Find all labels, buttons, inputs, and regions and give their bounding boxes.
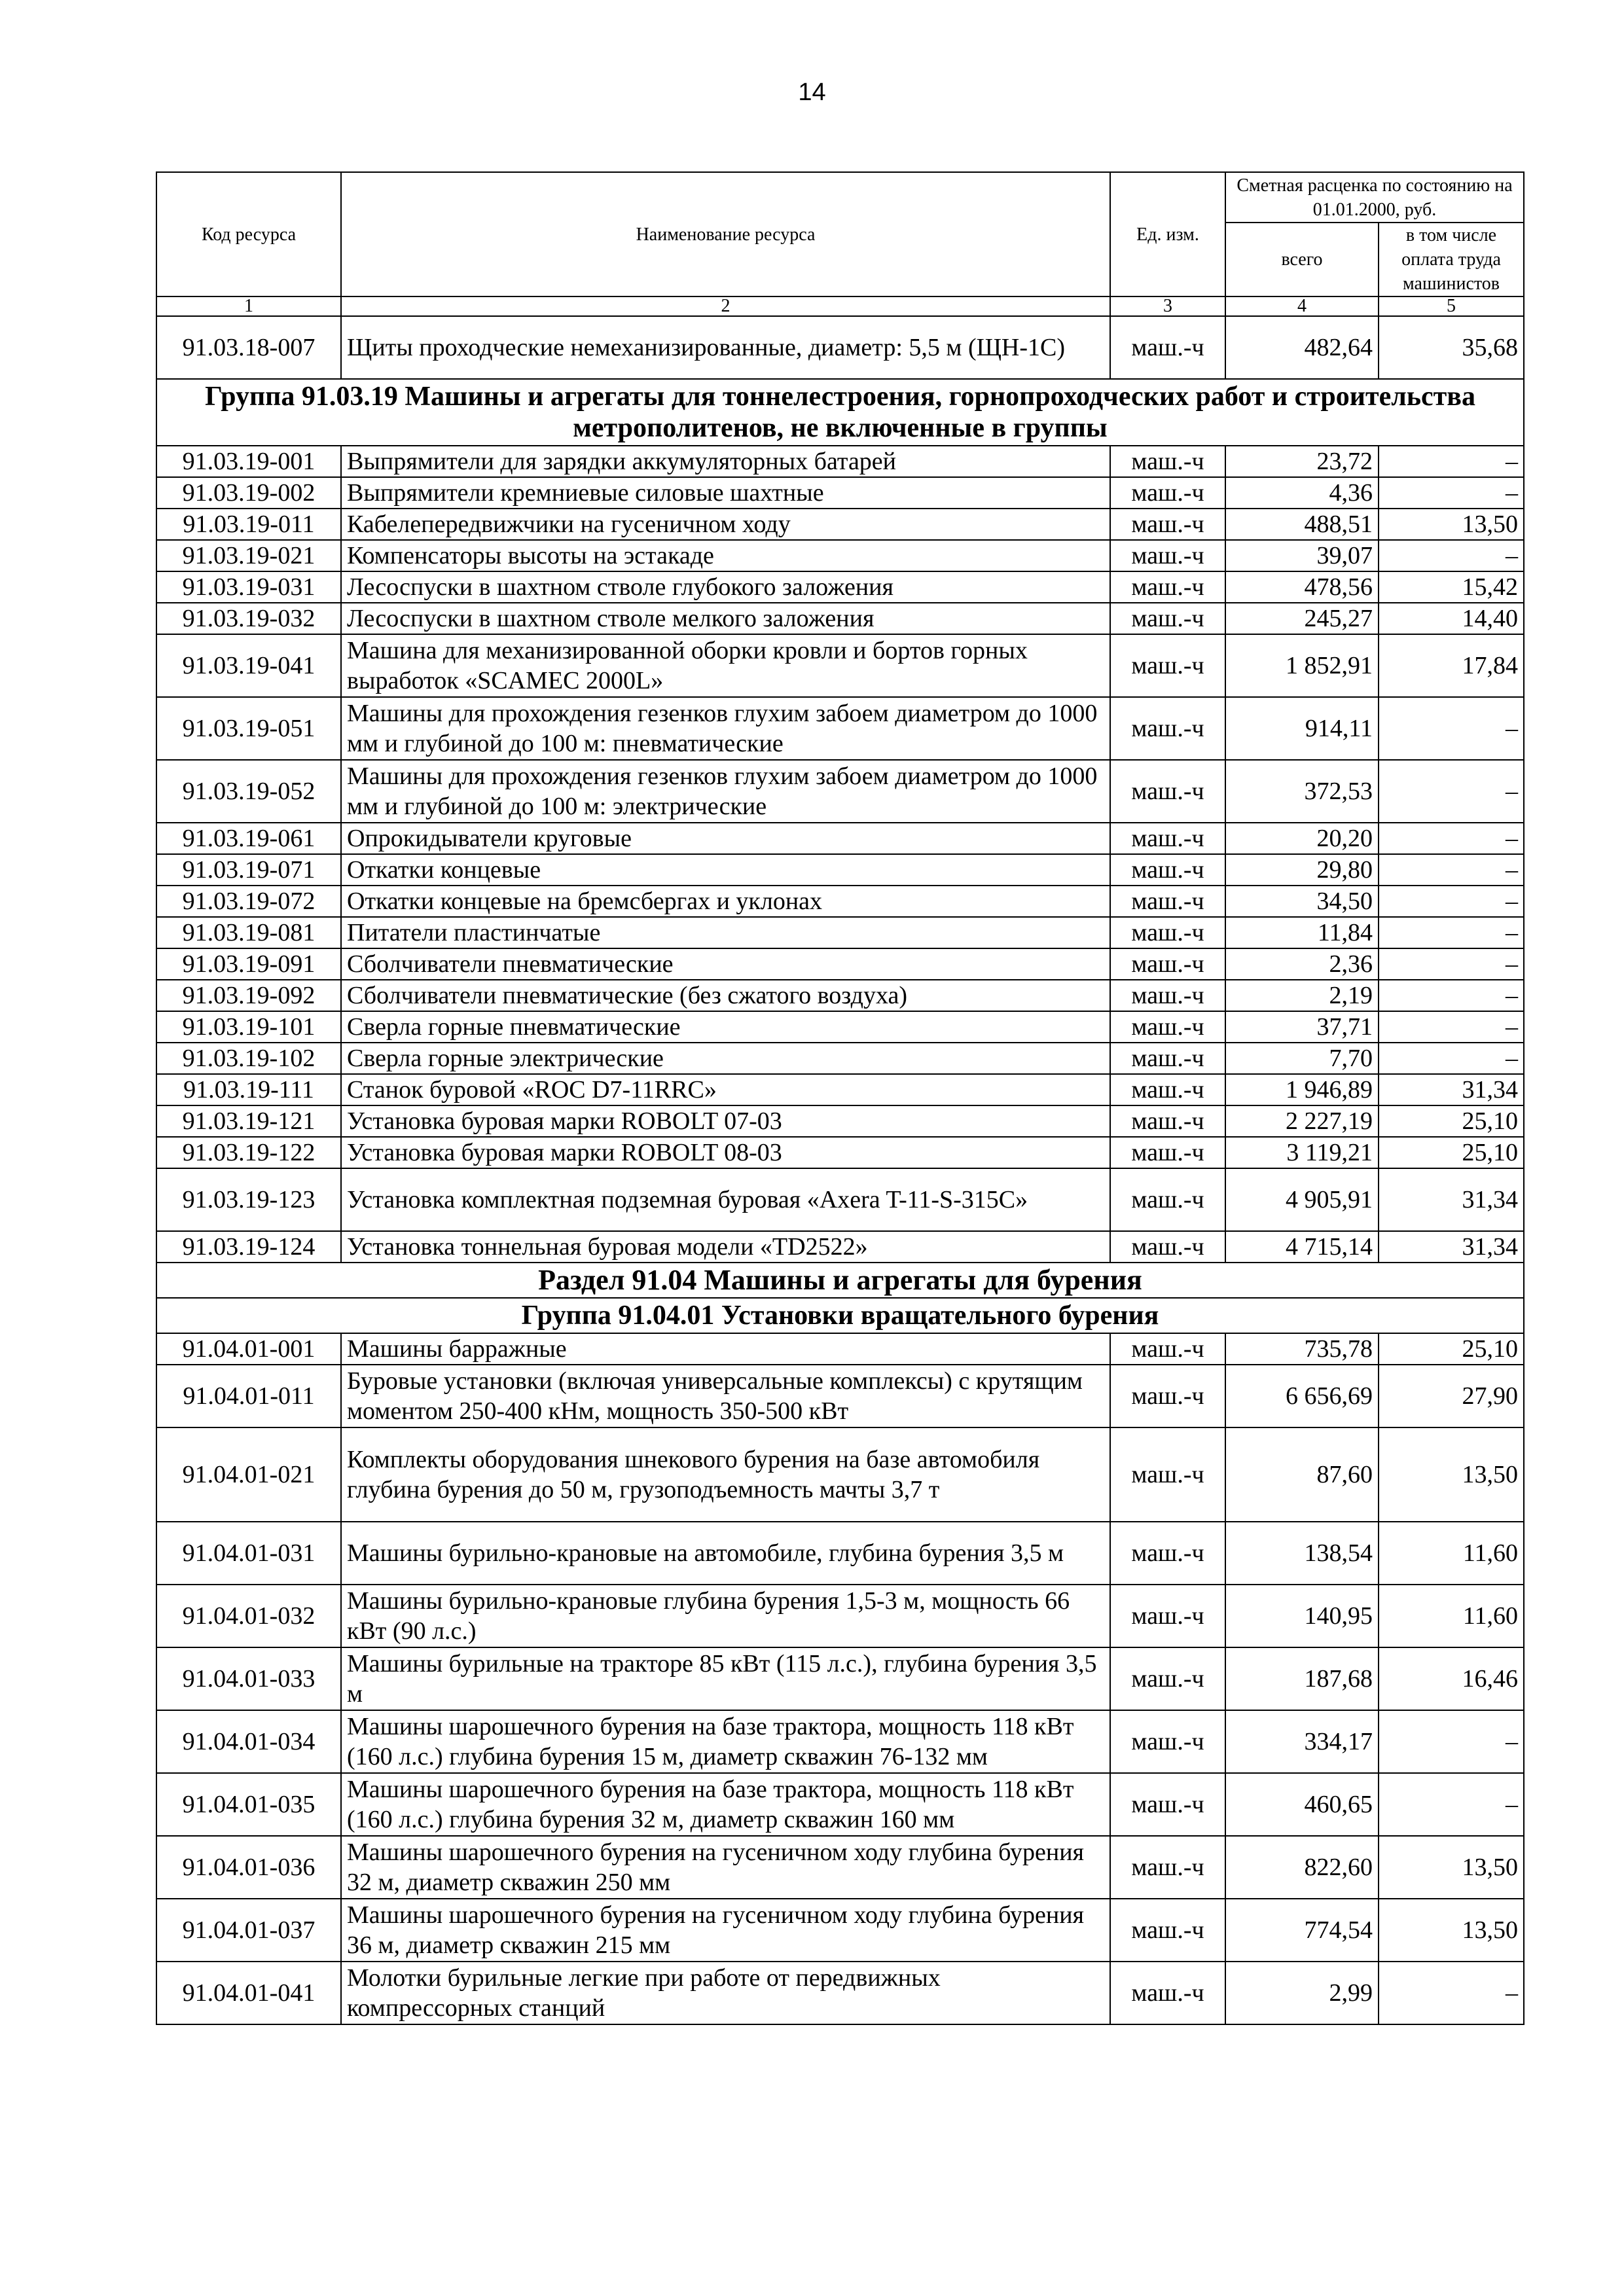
resource-name: Опрокидыватели круговые	[341, 823, 1110, 854]
price-total: 87,60	[1225, 1427, 1379, 1522]
price-wage: 11,60	[1379, 1585, 1524, 1647]
price-wage: 13,50	[1379, 1836, 1524, 1899]
price-wage: –	[1379, 854, 1524, 886]
price-total: 2 227,19	[1225, 1105, 1379, 1137]
table-row	[156, 1647, 1524, 1710]
resource-code: 91.03.19-081	[156, 917, 341, 948]
table-row	[156, 823, 1524, 854]
resource-name: Машины шарошечного бурения на базе трактора, мощность 118 кВт (160 л.с.) глубина бурения 32 м, диаметр скважин 160 мм	[341, 1773, 1110, 1836]
resource-code: 91.04.01-031	[156, 1522, 341, 1585]
table-row	[156, 634, 1524, 697]
resource-code: 91.03.19-072	[156, 886, 341, 917]
price-total: 1 852,91	[1225, 634, 1379, 697]
price-wage: 31,34	[1379, 1168, 1524, 1231]
price-total: 4 715,14	[1225, 1231, 1379, 1263]
table-row	[156, 1710, 1524, 1773]
resource-table	[156, 171, 1525, 2025]
resource-code: 91.03.19-101	[156, 1011, 341, 1043]
resource-code: 91.03.19-001	[156, 446, 341, 477]
price-total: 774,54	[1225, 1899, 1379, 1962]
resource-unit: маш.-ч	[1110, 1137, 1225, 1168]
price-total: 914,11	[1225, 697, 1379, 760]
table-row	[156, 697, 1524, 760]
resource-name: Сболчиватели пневматические (без сжатого воздуха)	[341, 980, 1110, 1011]
resource-name: Выпрямители для зарядки аккумуляторных батарей	[341, 446, 1110, 477]
resource-code: 91.04.01-041	[156, 1962, 341, 2024]
resource-name: Машины бурильно-крановые глубина бурения 1,5-3 м, мощность 66 кВт (90 л.с.)	[341, 1585, 1110, 1647]
price-wage: 17,84	[1379, 634, 1524, 697]
resource-name: Машины бурильные на тракторе 85 кВт (115 л.с.), глубина бурения 3,5 м	[341, 1647, 1110, 1710]
price-wage: 31,34	[1379, 1074, 1524, 1105]
price-wage: –	[1379, 1710, 1524, 1773]
price-total: 2,36	[1225, 948, 1379, 980]
price-wage: 11,60	[1379, 1522, 1524, 1585]
resource-code: 91.04.01-035	[156, 1773, 341, 1836]
price-wage: 25,10	[1379, 1105, 1524, 1137]
price-total: 7,70	[1225, 1043, 1379, 1074]
price-wage: –	[1379, 948, 1524, 980]
price-wage: –	[1379, 760, 1524, 823]
price-total: 34,50	[1225, 886, 1379, 917]
table-row	[156, 1137, 1524, 1168]
resource-unit: маш.-ч	[1110, 1105, 1225, 1137]
table-row	[156, 886, 1524, 917]
resource-unit: маш.-ч	[1110, 509, 1225, 540]
price-total: 822,60	[1225, 1836, 1379, 1899]
price-total: 4 905,91	[1225, 1168, 1379, 1231]
table-body	[156, 316, 1524, 2024]
table-row	[156, 1836, 1524, 1899]
price-wage: –	[1379, 823, 1524, 854]
table-row	[156, 446, 1524, 477]
price-wage: –	[1379, 446, 1524, 477]
resource-name: Машины для прохождения гезенков глухим забоем диаметром до 1000 мм и глубиной до 100 м: пневматические	[341, 697, 1110, 760]
section-heading-row	[156, 1263, 1524, 1298]
resource-code: 91.03.19-123	[156, 1168, 341, 1231]
price-total: 11,84	[1225, 917, 1379, 948]
resource-unit: маш.-ч	[1110, 1074, 1225, 1105]
header-col-number: 3	[1110, 296, 1225, 316]
table-row	[156, 477, 1524, 509]
table-row	[156, 1011, 1524, 1043]
price-wage: 13,50	[1379, 1427, 1524, 1522]
header-col-number: 1	[156, 296, 341, 316]
resource-code: 91.03.19-071	[156, 854, 341, 886]
resource-name: Выпрямители кремниевые силовые шахтные	[341, 477, 1110, 509]
price-wage: –	[1379, 1962, 1524, 2024]
price-wage: 25,10	[1379, 1137, 1524, 1168]
price-total: 29,80	[1225, 854, 1379, 886]
price-wage: –	[1379, 540, 1524, 571]
section-title: Раздел 91.04 Машины и агрегаты для бурения	[156, 1263, 1524, 1298]
resource-unit: маш.-ч	[1110, 540, 1225, 571]
table-row	[156, 917, 1524, 948]
price-wage: 27,90	[1379, 1365, 1524, 1427]
resource-name: Машины шарошечного бурения на гусеничном ходу глубина бурения 36 м, диаметр скважин 215 мм	[341, 1899, 1110, 1962]
table-row	[156, 1105, 1524, 1137]
price-total: 2,99	[1225, 1962, 1379, 2024]
resource-unit: маш.-ч	[1110, 1011, 1225, 1043]
price-total: 460,65	[1225, 1773, 1379, 1836]
price-wage: 13,50	[1379, 1899, 1524, 1962]
resource-name: Лесоспуски в шахтном стволе глубокого заложения	[341, 571, 1110, 603]
resource-code: 91.03.18-007	[156, 316, 341, 379]
resource-name: Машины шарошечного бурения на гусеничном ходу глубина бурения 32 м, диаметр скважин 250 мм	[341, 1836, 1110, 1899]
price-total: 482,64	[1225, 316, 1379, 379]
price-total: 20,20	[1225, 823, 1379, 854]
resource-code: 91.03.19-061	[156, 823, 341, 854]
group-title: Группа 91.04.01 Установки вращательного бурения	[156, 1298, 1524, 1333]
price-total: 245,27	[1225, 603, 1379, 634]
table-row	[156, 1043, 1524, 1074]
resource-unit: маш.-ч	[1110, 1899, 1225, 1962]
header-col-number: 4	[1225, 296, 1379, 316]
resource-unit: маш.-ч	[1110, 886, 1225, 917]
table-row	[156, 854, 1524, 886]
resource-code: 91.04.01-032	[156, 1585, 341, 1647]
resource-unit: маш.-ч	[1110, 760, 1225, 823]
resource-name: Откатки концевые	[341, 854, 1110, 886]
resource-unit: маш.-ч	[1110, 948, 1225, 980]
price-total: 478,56	[1225, 571, 1379, 603]
resource-code: 91.03.19-102	[156, 1043, 341, 1074]
resource-unit: маш.-ч	[1110, 1522, 1225, 1585]
price-wage: 35,68	[1379, 316, 1524, 379]
resource-unit: маш.-ч	[1110, 1962, 1225, 2024]
resource-code: 91.03.19-021	[156, 540, 341, 571]
table-row	[156, 1773, 1524, 1836]
price-wage: –	[1379, 1773, 1524, 1836]
resource-name: Сверла горные пневматические	[341, 1011, 1110, 1043]
resource-name: Кабелепередвижчики на гусеничном ходу	[341, 509, 1110, 540]
price-wage: –	[1379, 477, 1524, 509]
resource-unit: маш.-ч	[1110, 446, 1225, 477]
resource-unit: маш.-ч	[1110, 917, 1225, 948]
header-wage: в том числе оплата труда машинистов	[1379, 223, 1524, 296]
resource-code: 91.04.01-021	[156, 1427, 341, 1522]
table-row	[156, 603, 1524, 634]
resource-unit: маш.-ч	[1110, 1710, 1225, 1773]
price-total: 6 656,69	[1225, 1365, 1379, 1427]
price-total: 2,19	[1225, 980, 1379, 1011]
resource-name: Сболчиватели пневматические	[341, 948, 1110, 980]
resource-name: Лесоспуски в шахтном стволе мелкого заложения	[341, 603, 1110, 634]
table-row	[156, 1899, 1524, 1962]
resource-unit: маш.-ч	[1110, 980, 1225, 1011]
resource-code: 91.03.19-124	[156, 1231, 341, 1263]
price-wage: 15,42	[1379, 571, 1524, 603]
resource-code: 91.03.19-091	[156, 948, 341, 980]
resource-name: Буровые установки (включая универсальные комплексы) с крутящим моментом 250-400 кНм, мощность 350-500 кВт	[341, 1365, 1110, 1427]
resource-code: 91.03.19-011	[156, 509, 341, 540]
resource-code: 91.03.19-052	[156, 760, 341, 823]
resource-name: Машины шарошечного бурения на базе трактора, мощность 118 кВт (160 л.с.) глубина бурения 15 м, диаметр скважин 76-132 мм	[341, 1710, 1110, 1773]
resource-code: 91.03.19-041	[156, 634, 341, 697]
resource-code: 91.03.19-111	[156, 1074, 341, 1105]
price-wage: 14,40	[1379, 603, 1524, 634]
price-total: 4,36	[1225, 477, 1379, 509]
header-unit: Ед. изм.	[1110, 172, 1225, 296]
group-heading-row	[156, 379, 1524, 446]
resource-unit: маш.-ч	[1110, 634, 1225, 697]
table-row	[156, 1231, 1524, 1263]
table-row	[156, 540, 1524, 571]
resource-name: Машины барражные	[341, 1333, 1110, 1365]
group-heading-row	[156, 1298, 1524, 1333]
resource-code: 91.04.01-037	[156, 1899, 341, 1962]
table-row	[156, 948, 1524, 980]
resource-name: Станок буровой «ROC D7-11RRC»	[341, 1074, 1110, 1105]
resource-name: Машины бурильно-крановые на автомобиле, глубина бурения 3,5 м	[341, 1522, 1110, 1585]
table-row	[156, 1585, 1524, 1647]
page-number: 14	[798, 79, 826, 106]
resource-unit: маш.-ч	[1110, 603, 1225, 634]
resource-unit: маш.-ч	[1110, 571, 1225, 603]
resource-name: Молотки бурильные легкие при работе от передвижных компрессорных станций	[341, 1962, 1110, 2024]
table-row	[156, 1522, 1524, 1585]
price-wage: 16,46	[1379, 1647, 1524, 1710]
price-wage: 25,10	[1379, 1333, 1524, 1365]
table-row	[156, 1427, 1524, 1522]
table-row	[156, 1333, 1524, 1365]
price-total: 488,51	[1225, 509, 1379, 540]
table-row	[156, 1168, 1524, 1231]
price-total: 735,78	[1225, 1333, 1379, 1365]
resource-code: 91.03.19-032	[156, 603, 341, 634]
price-wage: 13,50	[1379, 509, 1524, 540]
resource-name: Машина для механизированной оборки кровли и бортов горных выработок «SCAMEC 2000L»	[341, 634, 1110, 697]
resource-unit: маш.-ч	[1110, 316, 1225, 379]
resource-unit: маш.-ч	[1110, 1333, 1225, 1365]
price-wage: –	[1379, 980, 1524, 1011]
price-total: 39,07	[1225, 540, 1379, 571]
resource-unit: маш.-ч	[1110, 1773, 1225, 1836]
resource-name: Установка комплектная подземная буровая «Axera T-11-S-315C»	[341, 1168, 1110, 1231]
resource-unit: маш.-ч	[1110, 1585, 1225, 1647]
resource-unit: маш.-ч	[1110, 1231, 1225, 1263]
table-row	[156, 571, 1524, 603]
resource-name: Сверла горные электрические	[341, 1043, 1110, 1074]
resource-code: 91.04.01-033	[156, 1647, 341, 1710]
resource-code: 91.03.19-051	[156, 697, 341, 760]
resource-name: Компенсаторы высоты на эстакаде	[341, 540, 1110, 571]
resource-name: Питатели пластинчатые	[341, 917, 1110, 948]
table-row	[156, 760, 1524, 823]
header-name: Наименование ресурса	[341, 172, 1110, 296]
resource-code: 91.04.01-036	[156, 1836, 341, 1899]
price-total: 1 946,89	[1225, 1074, 1379, 1105]
price-total: 3 119,21	[1225, 1137, 1379, 1168]
table-row	[156, 1074, 1524, 1105]
resource-unit: маш.-ч	[1110, 1427, 1225, 1522]
resource-code: 91.03.19-122	[156, 1137, 341, 1168]
resource-unit: маш.-ч	[1110, 1365, 1225, 1427]
resource-unit: маш.-ч	[1110, 854, 1225, 886]
price-total: 187,68	[1225, 1647, 1379, 1710]
price-total: 138,54	[1225, 1522, 1379, 1585]
price-total: 23,72	[1225, 446, 1379, 477]
resource-unit: маш.-ч	[1110, 823, 1225, 854]
table-row	[156, 1365, 1524, 1427]
resource-code: 91.03.19-002	[156, 477, 341, 509]
price-total: 37,71	[1225, 1011, 1379, 1043]
price-wage: –	[1379, 886, 1524, 917]
resource-name: Машины для прохождения гезенков глухим забоем диаметром до 1000 мм и глубиной до 100 м: электрические	[341, 760, 1110, 823]
header-code: Код ресурса	[156, 172, 341, 296]
resource-name: Установка буровая марки ROBOLT 08-03	[341, 1137, 1110, 1168]
resource-name: Откатки концевые на бремсбергах и уклонах	[341, 886, 1110, 917]
resource-unit: маш.-ч	[1110, 1647, 1225, 1710]
header-col-number: 2	[341, 296, 1110, 316]
price-total: 334,17	[1225, 1710, 1379, 1773]
resource-unit: маш.-ч	[1110, 1043, 1225, 1074]
table-row	[156, 980, 1524, 1011]
price-total: 140,95	[1225, 1585, 1379, 1647]
price-total: 372,53	[1225, 760, 1379, 823]
resource-code: 91.03.19-031	[156, 571, 341, 603]
price-wage: 31,34	[1379, 1231, 1524, 1263]
header-total: всего	[1225, 223, 1379, 296]
resource-unit: маш.-ч	[1110, 1168, 1225, 1231]
header-estimate: Сметная расценка по состоянию на 01.01.2000, руб.	[1225, 172, 1524, 223]
resource-unit: маш.-ч	[1110, 1836, 1225, 1899]
price-wage: –	[1379, 697, 1524, 760]
resource-code: 91.04.01-001	[156, 1333, 341, 1365]
resource-unit: маш.-ч	[1110, 477, 1225, 509]
resource-unit: маш.-ч	[1110, 697, 1225, 760]
resource-code: 91.04.01-034	[156, 1710, 341, 1773]
table-row	[156, 509, 1524, 540]
resource-name: Щиты проходческие немеханизированные, диаметр: 5,5 м (ЩН-1С)	[341, 316, 1110, 379]
resource-code: 91.04.01-011	[156, 1365, 341, 1427]
resource-code: 91.03.19-121	[156, 1105, 341, 1137]
table-row	[156, 316, 1524, 379]
price-wage: –	[1379, 1011, 1524, 1043]
price-wage: –	[1379, 1043, 1524, 1074]
group-title: Группа 91.03.19 Машины и агрегаты для тоннелестроения, горнопроходческих работ и строительства метрополитенов, не включенные в группы	[156, 379, 1524, 446]
table-header	[156, 172, 1524, 316]
table-row	[156, 1962, 1524, 2024]
resource-name: Установка буровая марки ROBOLT 07-03	[341, 1105, 1110, 1137]
resource-name: Комплекты оборудования шнекового бурения на базе автомобиля глубина бурения до 50 м, грузоподъемность мачты 3,7 т	[341, 1427, 1110, 1522]
price-wage: –	[1379, 917, 1524, 948]
header-col-number: 5	[1379, 296, 1524, 316]
resource-code: 91.03.19-092	[156, 980, 341, 1011]
resource-name: Установка тоннельная буровая модели «TD2522»	[341, 1231, 1110, 1263]
